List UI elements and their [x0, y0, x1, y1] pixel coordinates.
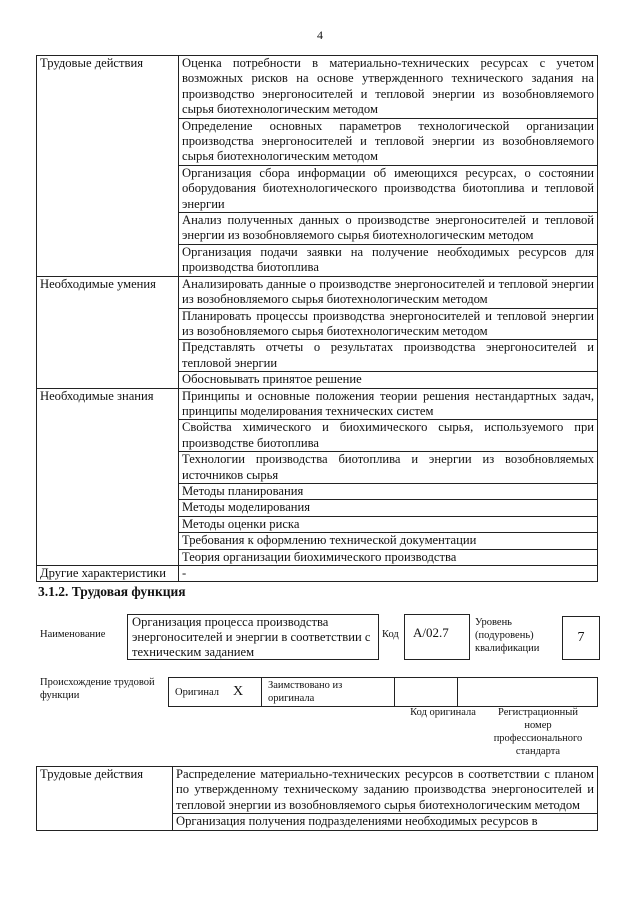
cell-item: Свойства химического и биохимического сырья, используемого при производстве биотоплива [179, 420, 598, 452]
cell-item: Принципы и основные положения теории решения нестандартных задач, принципы моделирования технических систем [179, 388, 598, 420]
code-original-label: Код оригинала [410, 707, 476, 718]
table-row [37, 276, 598, 308]
labor-function-table [36, 55, 598, 582]
section-title: 3.1.2. Трудовая функция [38, 584, 186, 599]
labor-actions-table [36, 766, 598, 831]
origin-table [168, 677, 598, 707]
cell-item: Методы планирования [179, 483, 598, 499]
cell-item: Планировать процессы производства энергоносителей и тепловой энергии из возобновляемого сырья биотехнологическим методом [179, 308, 598, 340]
origin-label: Происхождение трудовой функции [40, 677, 155, 701]
table-row [37, 388, 598, 420]
cell-item: Оценка потребности в материально-технических ресурсах с учетом возможных рисков на основе утвержденного технического задания на производство энергоносителей и тепловой энергии из возобновляемого сырья биотехнологическим методом [179, 56, 598, 119]
row-group-label: Необходимые умения [37, 276, 179, 388]
level-value: 7 [562, 616, 600, 660]
row-group-label: Другие характеристики [37, 566, 179, 582]
table-row [37, 56, 598, 119]
cell-item: Определение основных параметров технологической организации производства энергоносителей и тепловой энергии из возобновляемого сырья биотехнологическим методом [179, 118, 598, 165]
original-label: Оригинал [175, 686, 219, 698]
cell-item: Организация подачи заявки на получение необходимых ресурсов для производства биотоплива [179, 244, 598, 276]
code-label: Код [382, 629, 399, 640]
cell-item: Представлять отчеты о результатах производства энергоносителей и тепловой энергии [179, 340, 598, 372]
original-cell [169, 678, 262, 706]
cell-item: Теория организации биохимического производства [179, 549, 598, 565]
reg-number-cell [458, 678, 597, 706]
cell-item: Анализировать данные о производстве энергоносителей и тепловой энергии из возобновляемого сырья биотехнологическим методом [179, 276, 598, 308]
borrowed-label: Заимствовано из оригинала [262, 678, 395, 706]
reg-number-label: Регистрационный номер профессионального стандарта [493, 707, 583, 757]
cell-item: Распределение материально-технических ресурсов в соответствии с планом по утвержденному техническому заданию производства энергоносителей и тепловой энергии из возобновляемого сырья биотехнологическим методом [173, 767, 598, 814]
cell-item: - [179, 566, 598, 582]
original-mark: X [233, 684, 244, 699]
function-name-field: Организация процесса производства энергоносителей и энергии в соответствии с техническим заданием [127, 614, 379, 660]
level-label: Уровень (подуровень) квалификации [475, 617, 540, 654]
table-row [37, 566, 598, 582]
row-label: Трудовые действия [37, 767, 173, 831]
cell-item: Организация сбора информации об имеющихся ресурсах, о состоянии оборудования биотехнологического производства биотоплива и тепловой энергии [179, 165, 598, 212]
cell-item: Методы оценки риска [179, 516, 598, 532]
original-code-cell [395, 678, 458, 706]
cell-item: Анализ полученных данных о производстве энергоносителей и тепловой энергии из возобновляемого сырья биотехнологическим методом [179, 213, 598, 245]
cell-item: Организация получения подразделениями необходимых ресурсов в [173, 814, 598, 831]
cell-item: Технологии производства биотоплива и энергии из возобновляемых источников сырья [179, 452, 598, 484]
cell-item: Требования к оформлению технической документации [179, 533, 598, 549]
row-group-label: Необходимые знания [37, 388, 179, 565]
code-value: А/02.7 [404, 614, 470, 660]
name-label: Наименование [40, 629, 106, 640]
row-group-label: Трудовые действия [37, 56, 179, 277]
cell-item: Обосновывать принятое решение [179, 372, 598, 388]
page-number: 4 [317, 28, 323, 42]
cell-item: Методы моделирования [179, 500, 598, 516]
